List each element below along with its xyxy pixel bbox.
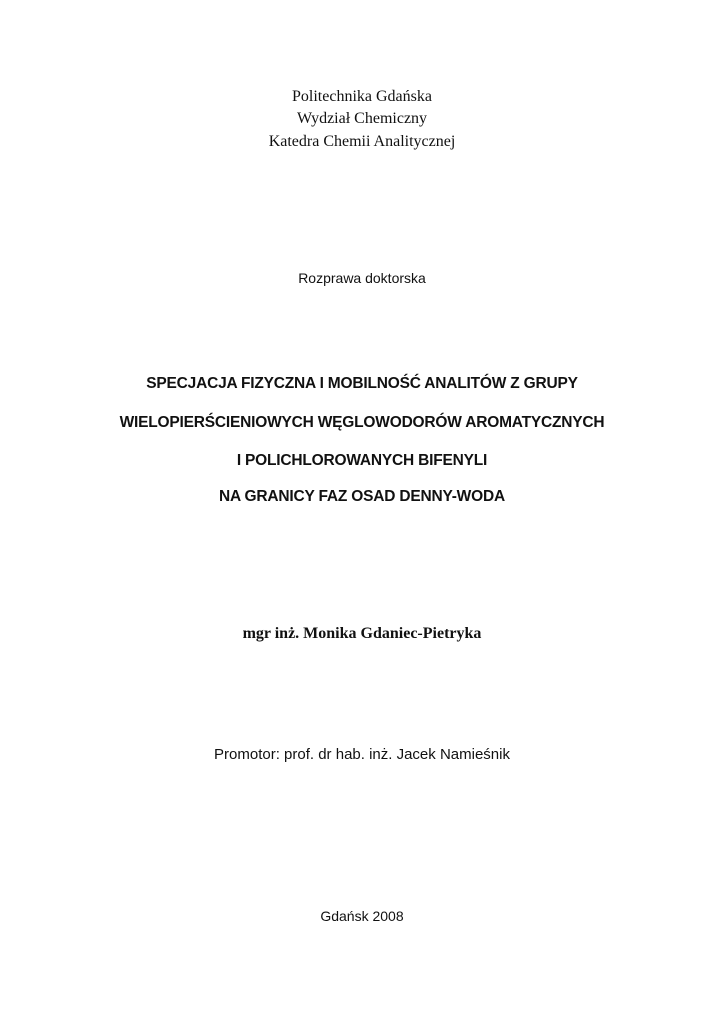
department-name: Katedra Chemii Analitycznej <box>268 133 456 150</box>
university-name: Politechnika Gdańska <box>292 88 432 105</box>
document-type: Rozprawa doktorska <box>298 270 426 286</box>
title-line-1: SPECJACJA FIZYCZNA I MOBILNOŚĆ ANALITÓW Z GRUPY <box>146 375 578 392</box>
faculty-name: Wydział Chemiczny <box>296 110 428 127</box>
author-name: mgr inż. Monika Gdaniec-Pietryka <box>242 625 482 642</box>
supervisor: Promotor: prof. dr hab. inż. Jacek Namieśnik <box>214 746 510 763</box>
title-line-3: I POLICHLOROWANYCH BIFENYLI <box>236 452 488 469</box>
place-and-date: Gdańsk 2008 <box>320 908 404 924</box>
title-line-2: WIELOPIERŚCIENIOWYCH WĘGLOWODORÓW AROMATYCZNYCH <box>119 414 605 431</box>
title-line-4: NA GRANICY FAZ OSAD DENNY-WODA <box>219 488 505 505</box>
